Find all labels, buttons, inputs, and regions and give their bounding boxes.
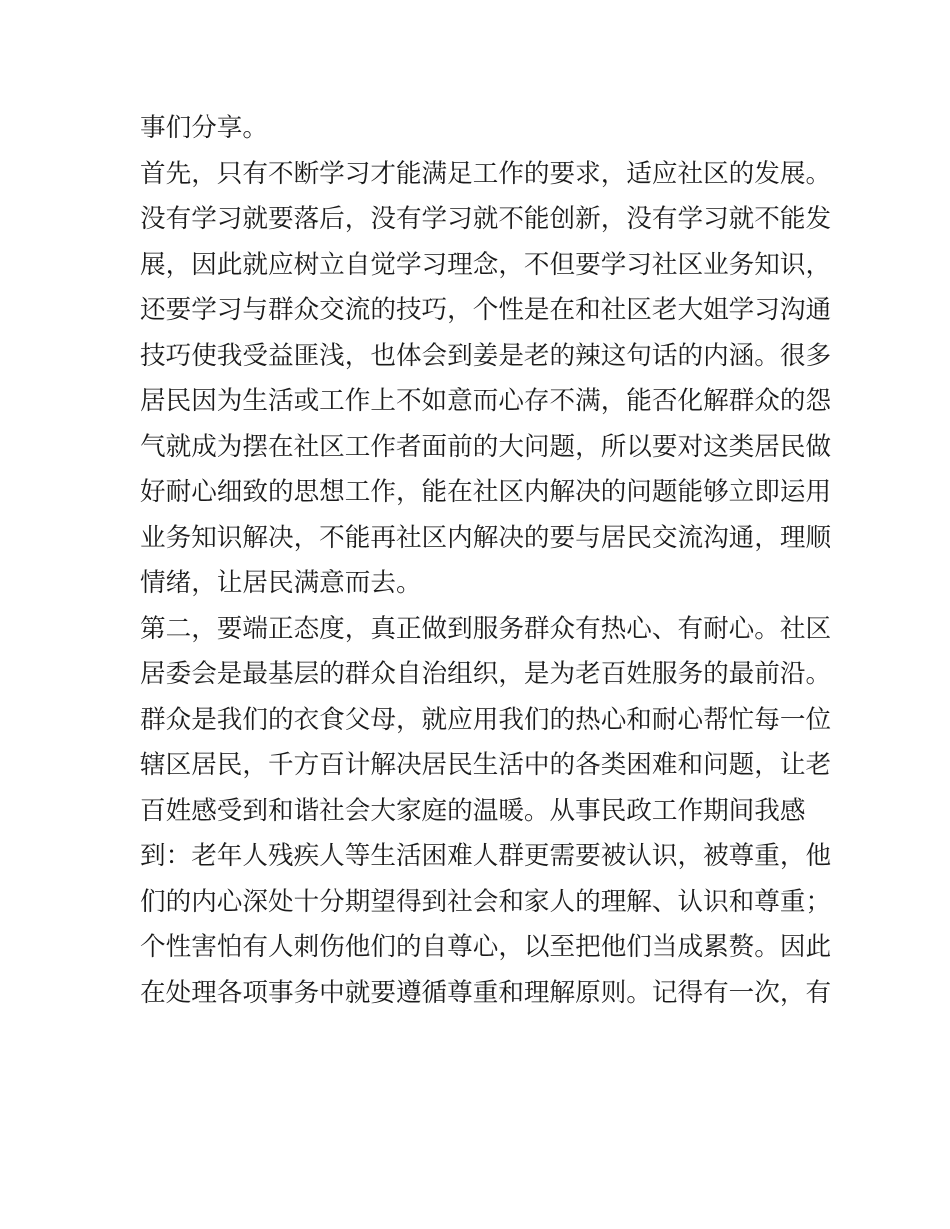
text-line: 个性害怕有人刺伤他们的自尊心，以至把他们当成累赘。因此 (140, 932, 832, 962)
text-line: 群众是我们的衣食父母，就应用我们的热心和耐心帮忙每一位 (140, 704, 832, 735)
text-line: 展，因此就应树立自觉学习理念，不但要学习社区业务知识， (140, 249, 832, 280)
body-text (140, 106, 832, 1016)
text-line: 业务知识解决，不能再社区内解决的要与居民交流沟通，理顺 (140, 522, 832, 553)
text-line: 到：老年人残疾人等生活困难人群更需要被认识，被尊重，他 (140, 841, 832, 871)
text-line: 事们分享。 (140, 113, 268, 143)
text-line: 好耐心细致的思想工作，能在社区内解决的问题能够立即运用 (140, 477, 832, 507)
text-line: 气就成为摆在社区工作者面前的大问题，所以要对这类居民做 (140, 431, 832, 462)
text-line: 在处理各项事务中就要遵循尊重和理解原则。记得有一次，有 (140, 977, 832, 1008)
text-line: 技巧使我受益匪浅，也体会到姜是老的辣这句话的内涵。很多 (140, 340, 832, 371)
text-line: 首先，只有不断学习才能满足工作的要求，适应社区的发展。 (140, 158, 832, 189)
text-line: 第二，要端正态度，真正做到服务群众有热心、有耐心。社区 (140, 613, 832, 644)
text-line: 没有学习就要落后，没有学习就不能创新，没有学习就不能发 (140, 204, 832, 234)
text-line: 还要学习与群众交流的技巧，个性是在和社区老大姐学习沟通 (140, 295, 832, 325)
text-line: 们的内心深处十分期望得到社会和家人的理解、认识和尊重； (140, 886, 832, 917)
text-line: 百姓感受到和谐社会大家庭的温暖。从事民政工作期间我感 (140, 795, 806, 826)
text-line: 情绪，让居民满意而去。 (140, 568, 422, 598)
text-line: 居民因为生活或工作上不如意而心存不满，能否化解群众的怨 (140, 386, 832, 416)
text-line: 辖区居民，千方百计解决居民生活中的各类困难和问题，让老 (140, 750, 832, 780)
text-line: 居委会是最基层的群众自治组织，是为老百姓服务的最前沿。 (140, 659, 832, 689)
